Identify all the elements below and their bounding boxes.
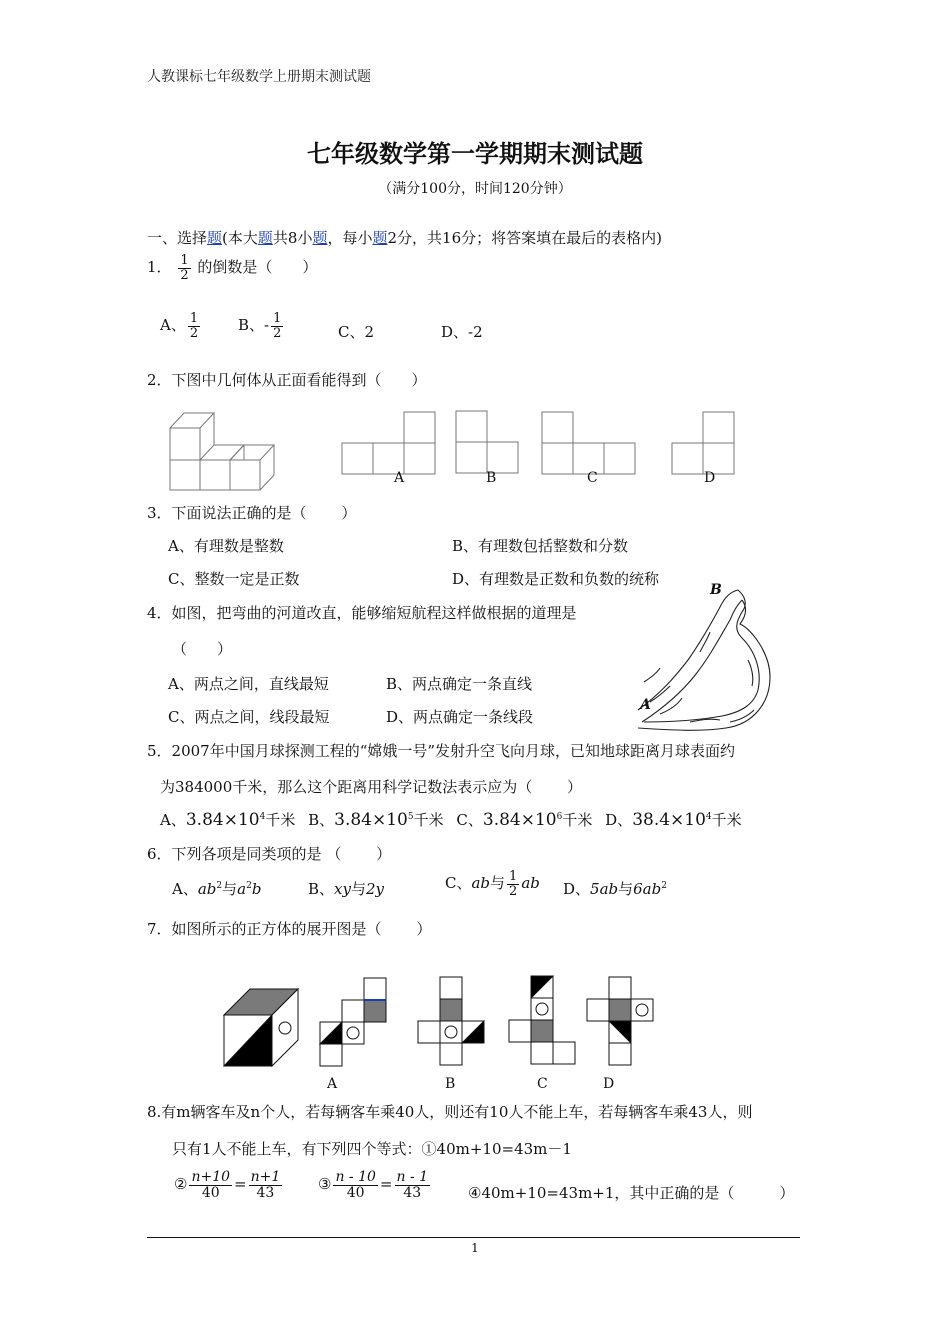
net-label-b: B: [445, 1076, 456, 1092]
option-exponent: 4: [259, 812, 266, 822]
cube-3d: [224, 989, 298, 1066]
option-exponent: 4: [705, 812, 712, 822]
question-link[interactable]: 题: [207, 229, 223, 247]
conjunction: 与: [350, 880, 366, 898]
question-8-line-2: 只有1人不能上车，有下列四个等式：①40m+10=43m－1: [172, 1140, 572, 1158]
section-heading-text: (本大: [222, 229, 258, 247]
fraction: [395, 1170, 431, 1200]
page-subtitle: （满分100分，时间120分钟）: [378, 181, 572, 197]
fraction-denominator: 2: [509, 883, 518, 899]
option-label: C、: [445, 874, 472, 893]
q3-option-c: C、整数一定是正数: [168, 570, 300, 588]
option-value: 3.84×10: [334, 810, 408, 830]
fraction-denominator: 2: [180, 267, 189, 283]
q4-option-a: A、两点之间，直线最短: [168, 675, 329, 693]
fraction-denominator: 43: [256, 1184, 275, 1201]
fraction-denominator: 2: [189, 325, 199, 341]
q4-option-c: C、两点之间，线段最短: [168, 708, 330, 726]
option-unit: 千米: [711, 811, 742, 829]
option-label: D、: [605, 811, 633, 829]
fraction-numerator: n - 1: [396, 1169, 429, 1185]
option-exponent: 6: [556, 812, 563, 822]
option-label: C、: [456, 811, 483, 829]
section-heading-text: 2分，共16分；将答案填在最后的表格内): [387, 229, 662, 247]
question-link[interactable]: 题: [312, 229, 328, 247]
fraction: [249, 1170, 283, 1200]
q8-equation-4: ④40m+10=43m+1，其中正确的是（ ）: [468, 1184, 795, 1202]
q3-option-d: D、有理数是正数和负数的统称: [452, 570, 660, 588]
option-value: 3.84×10: [482, 810, 557, 830]
figure-label-c: C: [587, 470, 598, 486]
page-title: 七年级数学第一学期期末测试题: [307, 139, 643, 168]
question-5-line-1: 5．2007年中国月球探测工程的“嫦娥一号”发射升空飞向月球，已知地球距离月球表面约: [147, 742, 736, 760]
conjunction: 与: [222, 880, 238, 898]
option-label: D、: [563, 880, 591, 898]
term: 5ab: [590, 880, 619, 898]
option-unit: 千米: [413, 811, 444, 829]
term: b: [251, 880, 262, 898]
option-label: B、: [308, 811, 335, 829]
page-header: 人教课标七年级数学上册期末测试题: [147, 69, 371, 85]
option-label: A、: [160, 316, 186, 335]
figure-label-d: D: [704, 470, 716, 486]
q4-blank: （ ）: [172, 640, 233, 658]
fraction-numerator: n+1: [250, 1169, 281, 1185]
footer-divider: [147, 1237, 800, 1238]
option-label: B、: [308, 880, 335, 898]
question-link[interactable]: 题: [257, 229, 273, 247]
question-7: 7．如图所示的正方体的展开图是（ ）: [147, 920, 432, 938]
point-label-b: B: [710, 582, 722, 598]
equation-label: ②: [174, 1175, 188, 1194]
question-stem: 的倒数是（ ）: [197, 258, 318, 277]
option-value: 3.84×10: [185, 810, 260, 830]
cube-net-c: [509, 976, 575, 1064]
fraction-denominator: 2: [273, 325, 282, 341]
fraction: [333, 1170, 377, 1200]
exponent: 2: [246, 881, 252, 891]
fraction-numerator: n+10: [191, 1169, 231, 1185]
question-6: 6．下列各项是同类项的是 （ ）: [147, 845, 392, 863]
fraction-numerator: 1: [189, 311, 199, 326]
q8-equation-3: [318, 1170, 432, 1200]
term: 2y: [365, 880, 385, 898]
net-label-c: C: [537, 1076, 548, 1092]
fraction-numerator: n - 10: [335, 1169, 376, 1185]
question-2: 2．下图中几何体从正面看能得到（ ）: [147, 371, 427, 389]
fraction: [189, 1170, 232, 1200]
point-label-a: A: [640, 697, 651, 713]
option-unit: 千米: [265, 811, 296, 829]
fraction-denominator: 40: [346, 1184, 365, 1201]
option-value: 38.4×10: [632, 810, 706, 830]
question-4: 4．如图，把弯曲的河道改直，能够缩短航程这样做根据的道理是: [147, 604, 577, 622]
figure-label-b: B: [486, 470, 497, 486]
net-label-d: D: [603, 1076, 615, 1092]
question-5-line-2: 为384000千米，那么这个距离用科学记数法表示应为（ ）: [160, 778, 583, 796]
exponent: 2: [216, 881, 223, 891]
q1-option-d: D、-2: [441, 323, 483, 341]
q8-equation-2: [174, 1170, 284, 1200]
fraction-denominator: 40: [201, 1184, 220, 1201]
figure-label-a: A: [394, 470, 405, 486]
conjunction: 与: [618, 880, 634, 898]
option-label: A、: [160, 811, 186, 829]
question-3: 3．下面说法正确的是（ ）: [147, 504, 357, 522]
option-exponent: 5: [407, 812, 414, 822]
term: ab: [197, 880, 217, 898]
equation-label: ③: [318, 1175, 332, 1194]
q3-option-a: A、有理数是整数: [168, 537, 284, 555]
equals-sign: =: [234, 1175, 247, 1194]
q1-option-c: C、2: [338, 323, 375, 341]
q4-option-b: B、两点确定一条直线: [386, 675, 533, 693]
option-unit: 千米: [562, 811, 593, 829]
term: a: [237, 880, 247, 898]
cube-net-d: [587, 977, 653, 1065]
section-heading-text: 一、选择: [147, 229, 208, 247]
cube-net-b: [418, 977, 484, 1065]
net-label-a: A: [327, 1076, 338, 1092]
fraction-numerator: 1: [509, 869, 518, 884]
question-8-line-1: 8.有m辆客车及n个人，若每辆客车乘40人，则还有10人不能上车，若每辆客车乘43人，则: [147, 1103, 753, 1121]
section-heading-text: 共8小: [272, 229, 313, 247]
fraction-numerator: 1: [273, 311, 282, 326]
term: ab: [471, 874, 491, 893]
fraction-denominator: 43: [403, 1184, 422, 1201]
cube-net-a: [320, 978, 386, 1066]
question-link[interactable]: 题: [372, 229, 388, 247]
page-number: 1: [471, 1241, 479, 1255]
exponent: 2: [661, 881, 667, 891]
option-label: A、: [172, 880, 198, 898]
equals-sign: =: [379, 1175, 393, 1194]
q3-option-b: B、有理数包括整数和分数: [452, 537, 629, 555]
term: ab: [521, 874, 540, 893]
option-label: B、-: [238, 316, 270, 335]
q4-option-d: D、两点确定一条线段: [386, 708, 534, 726]
section-heading-text: ，每小: [327, 229, 373, 247]
term: xy: [334, 880, 351, 898]
fraction-numerator: 1: [180, 253, 189, 268]
question-number: 1．: [147, 258, 172, 277]
term: 6ab: [633, 880, 662, 898]
conjunction: 与: [490, 874, 506, 893]
